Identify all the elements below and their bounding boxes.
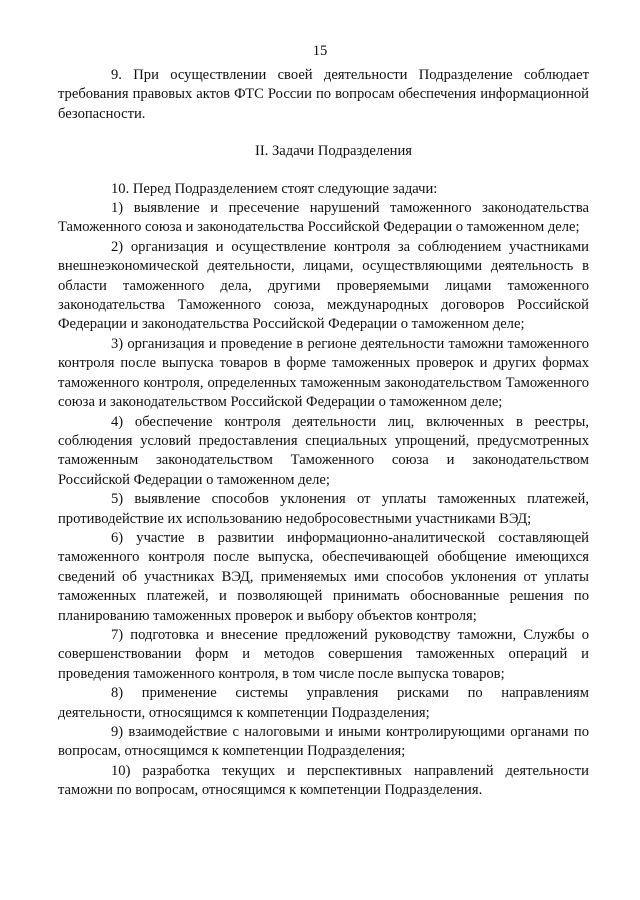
spacer bbox=[58, 124, 589, 142]
task-item-5: 5) выявление способов уклонения от уплаты таможенных платежей, противодействие их использованию недобросовестными участниками ВЭД; bbox=[58, 491, 589, 527]
document-body bbox=[58, 66, 589, 801]
task-item-2: 2) организация и осуществление контроля за соблюдением участниками внешнеэкономической деятельности, лицами, осуществляющими деятельность в области таможенного дела, другими проверяемыми лицами таможенного законодательства Таможенного союза, международных договоров Российской Федерации и законодательства Российской Федерации о таможенном деле; bbox=[58, 238, 589, 333]
task-item-4: 4) обеспечение контроля деятельности лиц, включенных в реестры, соблюдения условий предоставления специальных упрощений, предусмотренных таможенным законодательством Таможенного союза и законодательством Российской Федерации о таможенном деле; bbox=[58, 413, 589, 488]
task-item-7: 7) подготовка и внесение предложений руководству таможни, Службы о совершенствовании форм и методов совершения таможенных операций и проведения таможенного контроля, в том числе после выпуска товаров; bbox=[58, 626, 589, 682]
page-number: 15 bbox=[312, 43, 328, 59]
spacer bbox=[58, 162, 589, 180]
section-heading: II. Задачи Подразделения bbox=[254, 143, 413, 160]
task-item-3: 3) организация и проведение в регионе деятельности таможни таможенного контроля после выпуска товаров в форме таможенных проверок и других формах таможенного контроля, определенных таможенным законодательством Таможенного союза и законодательством Российской Федерации о таможенном деле; bbox=[58, 335, 589, 411]
task-item-9: 9) взаимодействие с налоговыми и иными контролирующими органами по вопросам, относящимся к компетенции Подразделения; bbox=[58, 724, 589, 760]
paragraph-10-intro: 10. Перед Подразделением стоят следующие задачи: bbox=[111, 180, 438, 197]
task-item-6: 6) участие в развитии информационно-аналитической составляющей таможенного контроля после выпуска, обеспечивающей обобщение имеющихся сведений об участниках ВЭД, применяемых ими способов уклонения от уплаты таможенных платежей, и позволяющей принимать обоснованные решения по планированию таможенных проверок и выбору объектов контроля; bbox=[58, 529, 589, 624]
task-item-10: 10) разработка текущих и перспективных направлений деятельности таможни по вопросам, относящимся к компетенции Подразделения. bbox=[58, 762, 589, 799]
paragraph-9: 9. При осуществлении своей деятельности Подразделение соблюдает требования правовых актов ФТС России по вопросам обеспечения информационной безопасности. bbox=[58, 67, 589, 122]
task-item-1: 1) выявление и пресечение нарушений таможенного законодательства Таможенного союза и законодательства Российской Федерации о таможенном деле; bbox=[58, 200, 589, 236]
task-item-8: 8) применение системы управления рисками по направлениям деятельности, относящимся к компетенции Подразделения; bbox=[58, 685, 589, 721]
